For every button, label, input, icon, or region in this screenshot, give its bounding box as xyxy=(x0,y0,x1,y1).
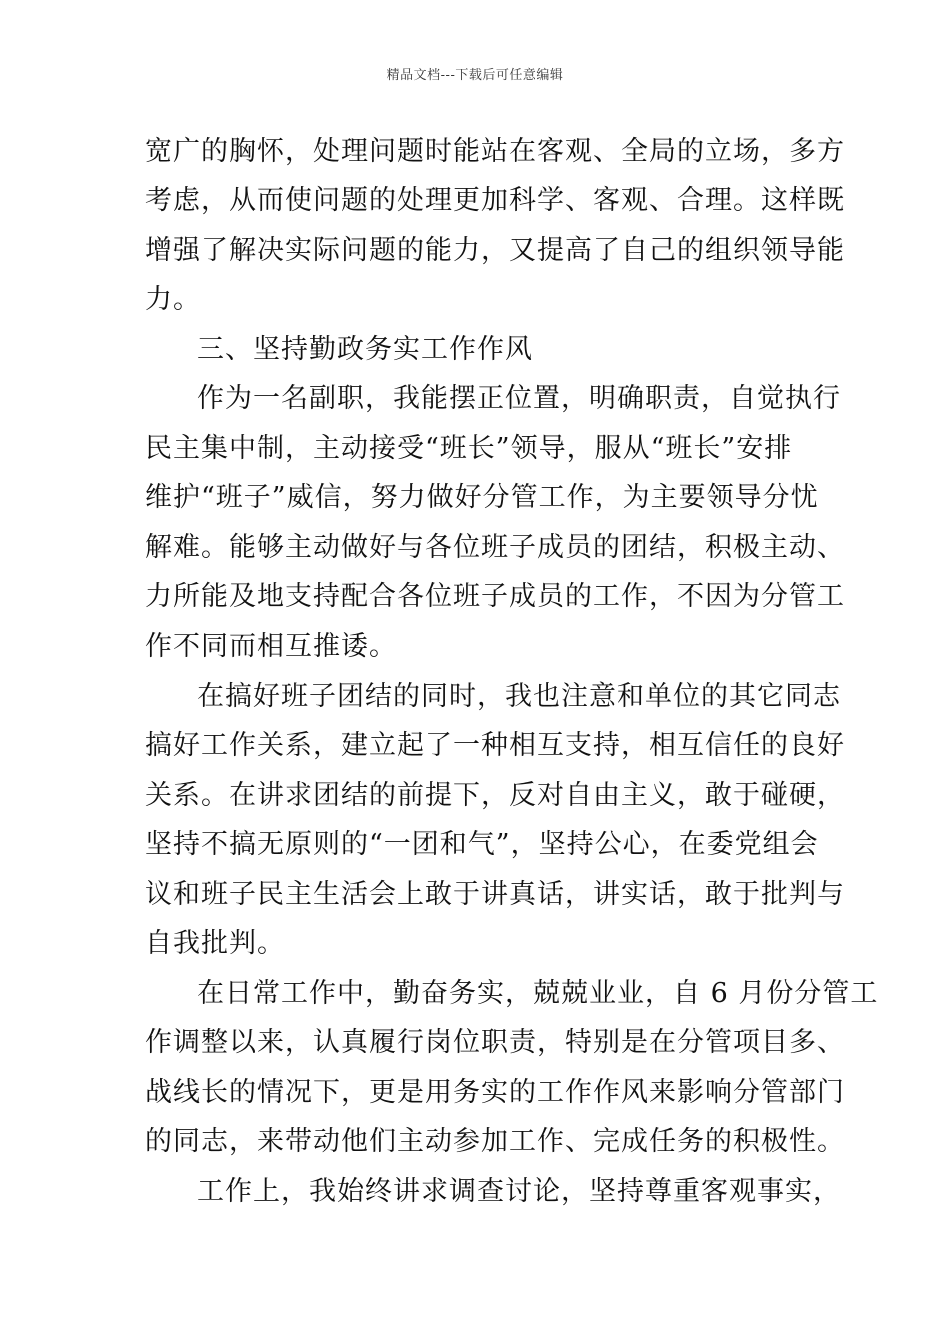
paragraph-line: 考虑，从而使问题的处理更加科学、客观、合理。这样既 xyxy=(145,185,845,216)
paragraph-line: 作调整以来，认真履行岗位职责，特别是在分管项目多、 xyxy=(145,1027,845,1058)
paragraph-line: 作不同而相互推诿。 xyxy=(145,631,397,662)
paragraph-line: 坚持不搞无原则的“一团和气”，坚持公心，在委党组会 xyxy=(145,829,819,860)
paragraph-line: 力。 xyxy=(145,284,201,315)
paragraph-line: 民主集中制，主动接受“班长”领导，服从“班长”安排 xyxy=(145,433,793,464)
paragraph-line: 力所能及地支持配合各位班子成员的工作，不因为分管工 xyxy=(145,581,845,612)
paragraph-first-line: 在搞好班子团结的同时，我也注意和单位的其它同志 xyxy=(197,681,841,712)
paragraph-line: 搞好工作关系，建立起了一种相互支持，相互信任的良好 xyxy=(145,730,845,761)
paragraph-line: 的同志，来带动他们主动参加工作、完成任务的积极性。 xyxy=(145,1126,845,1157)
paragraph-line: 自我批判。 xyxy=(145,928,285,959)
paragraph-first-line: 工作上，我始终讲求调查讨论，坚持尊重客观事实， xyxy=(197,1176,841,1207)
paragraph-line: 解难。能够主动做好与各位班子成员的团结，积极主动、 xyxy=(145,532,845,563)
paragraph-line: 宽广的胸怀，处理问题时能站在客观、全局的立场，多方 xyxy=(145,136,845,167)
paragraph-first-line: 在日常工作中，勤奋务实，兢兢业业，自 6 月份分管工 xyxy=(197,978,879,1009)
page-header: 精品文档---下载后可任意编辑 xyxy=(386,68,564,83)
paragraph-line: 关系。在讲求团结的前提下，反对自由主义，敢于碰硬， xyxy=(145,780,845,811)
paragraph-line: 维护“班子”威信，努力做好分管工作，为主要领导分忧 xyxy=(145,482,819,513)
paragraph-line: 战线长的情况下，更是用务实的工作作风来影响分管部门 xyxy=(145,1077,845,1108)
paragraph-line: 议和班子民主生活会上敢于讲真话，讲实话，敢于批判与 xyxy=(145,879,845,910)
paragraph-line: 增强了解决实际问题的能力，又提高了自己的组织领导能 xyxy=(145,235,845,266)
paragraph-first-line: 作为一名副职，我能摆正位置，明确职责，自觉执行 xyxy=(197,383,841,414)
paragraph-first-line: 三、坚持勤政务实工作作风 xyxy=(197,334,533,365)
